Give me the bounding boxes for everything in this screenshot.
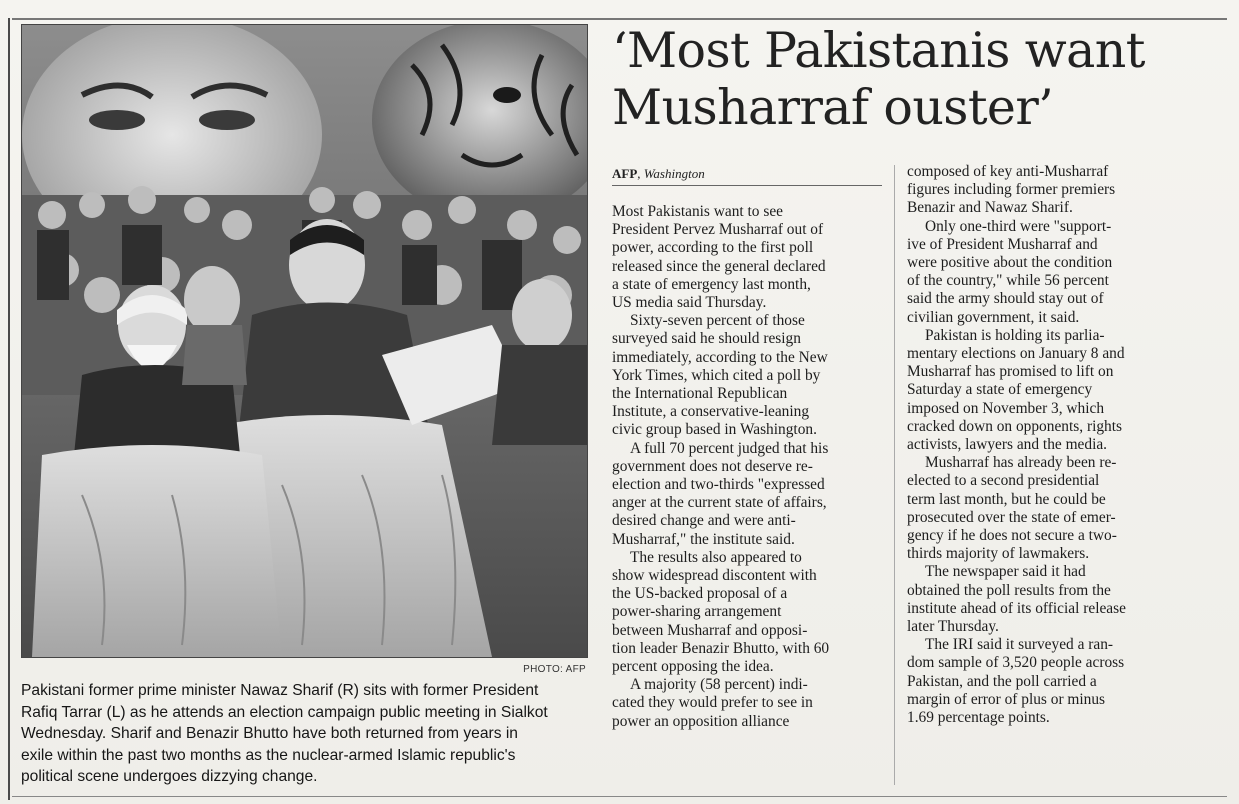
article-text-line: The IRI said it surveyed a ran- [925,636,1114,654]
article-text-line: The results also appeared to [630,548,802,566]
article-text-line: power an opposition alliance [612,712,790,730]
article-text-line: ive of President Musharraf and [907,235,1098,253]
article-text-line: prosecuted over the state of emer- [907,508,1116,526]
article-text-line: immediately, according to the New [612,348,828,366]
article-text-line: government does not deserve re- [612,457,813,475]
article-text-line: term last month, but he could be [907,490,1106,508]
article-text-line: President Pervez Musharraf out of [612,221,824,239]
news-photo [21,24,588,658]
article-text-line: civic group based in Washington. [612,421,817,439]
photo-credit: PHOTO: AFP [523,664,586,675]
article-column-2 [907,163,1179,727]
article-text-line: elected to a second presidential [907,472,1100,490]
article-text-line: said the army should stay out of [907,290,1104,308]
article-text-line: Musharraf has promised to lift on [907,363,1114,381]
article-text-line: A full 70 percent judged that his [630,439,829,457]
article-text-line: gency if he does not secure a two- [907,527,1117,545]
article-text-line: A majority (58 percent) indi- [630,676,808,694]
headline-line: ‘Most Pakistanis want [612,22,1145,79]
caption-line: political scene undergoes dizzying change. [21,768,318,786]
column-divider [894,165,895,785]
article-text-line: the International Republican [612,385,788,403]
article-text-line: cated they would prefer to see in [612,694,813,712]
article-text-line: anger at the current state of affairs, [612,494,827,512]
article-text-line: dom sample of 3,520 people across [907,654,1125,672]
byline-place: Washington [643,166,705,181]
article-text-line: Musharraf has already been re- [925,454,1117,472]
bottom-rule [12,796,1227,797]
caption-line: Wednesday. Sharif and Benazir Bhutto have both returned from years in [21,725,518,743]
article-text-line: composed of key anti-Musharraf [907,163,1109,180]
article-text-line: Only one-third were "support- [925,217,1112,235]
headline-line: Musharraf ouster’ [612,79,1054,136]
caption-line: Rafiq Tarrar (L) as he attends an election campaign public meeting in Sialkot [21,703,548,721]
article-text-line: election and two-thirds "expressed [612,476,825,494]
article-text-line: the US-backed proposal of a [612,585,788,603]
article-headline [612,22,1212,136]
caption-line: exile within the past two months as the nuclear-armed Islamic republic's [21,746,516,764]
article-text-line: show widespread discontent with [612,567,817,585]
byline-rule [612,185,882,186]
article-text-line: Benazir and Nawaz Sharif. [907,199,1073,217]
article-text-line: Sixty-seven percent of those [630,312,805,330]
article-column-1 [612,203,884,731]
article-text-line: power, according to the first poll [612,239,814,257]
article-text-line: thirds majority of lawmakers. [907,545,1090,563]
article-text-line: Most Pakistanis want to see [612,203,783,220]
article-text-line: Musharraf," the institute said. [612,530,795,548]
article-text-line: cracked down on opponents, rights [907,417,1122,435]
article-text-line: margin of error of plus or minus [907,690,1106,708]
article-text-line: obtained the poll results from the [907,581,1111,599]
article-text-line: power-sharing arrangement [612,603,782,621]
byline-agency: AFP [612,166,638,181]
photo-illustration [22,25,587,657]
article-text-line: activists, lawyers and the media. [907,436,1108,454]
article-text-line: imposed on November 3, which [907,399,1105,417]
caption-line: Pakistani former prime minister Nawaz Sharif (R) sits with former President [21,682,539,699]
article-text-line: 1.69 percentage points. [907,709,1050,727]
article-text-line: later Thursday. [907,618,999,636]
byline: AFP, Washington [612,166,705,181]
article-text-line: of the country," while 56 percent [907,272,1109,290]
article-text-line: Institute, a conservative-leaning [612,403,810,421]
article-text-line: between Musharraf and opposi- [612,621,808,639]
photo-caption [21,680,591,788]
article-text-line: were positive about the condition [907,254,1113,272]
article-text-line: desired change and were anti- [612,512,796,530]
left-rule [8,18,10,800]
article-text-line: a state of emergency last month, [612,275,811,293]
top-rule [12,18,1227,20]
article-text-line: Pakistan is holding its parlia- [925,326,1105,344]
article-text-line: figures including former premiers [907,181,1116,199]
article-text-line: surveyed said he should resign [612,330,801,348]
article-text-line: institute ahead of its official release [907,599,1126,617]
article-text-line: released since the general declared [612,257,826,275]
article-text-line: civilian government, it said. [907,308,1080,326]
article-text-line: Saturday a state of emergency [907,381,1093,399]
article-text-line: mentary elections on January 8 and [907,345,1125,363]
article-text-line: Pakistan, and the poll carried a [907,672,1097,690]
article-text-line: US media said Thursday. [612,294,767,312]
article-text-line: tion leader Benazir Bhutto, with 60 [612,639,830,657]
article-text-line: percent opposing the idea. [612,658,774,676]
article-text-line: The newspaper said it had [925,563,1086,581]
article-text-line: York Times, which cited a poll by [612,366,821,384]
